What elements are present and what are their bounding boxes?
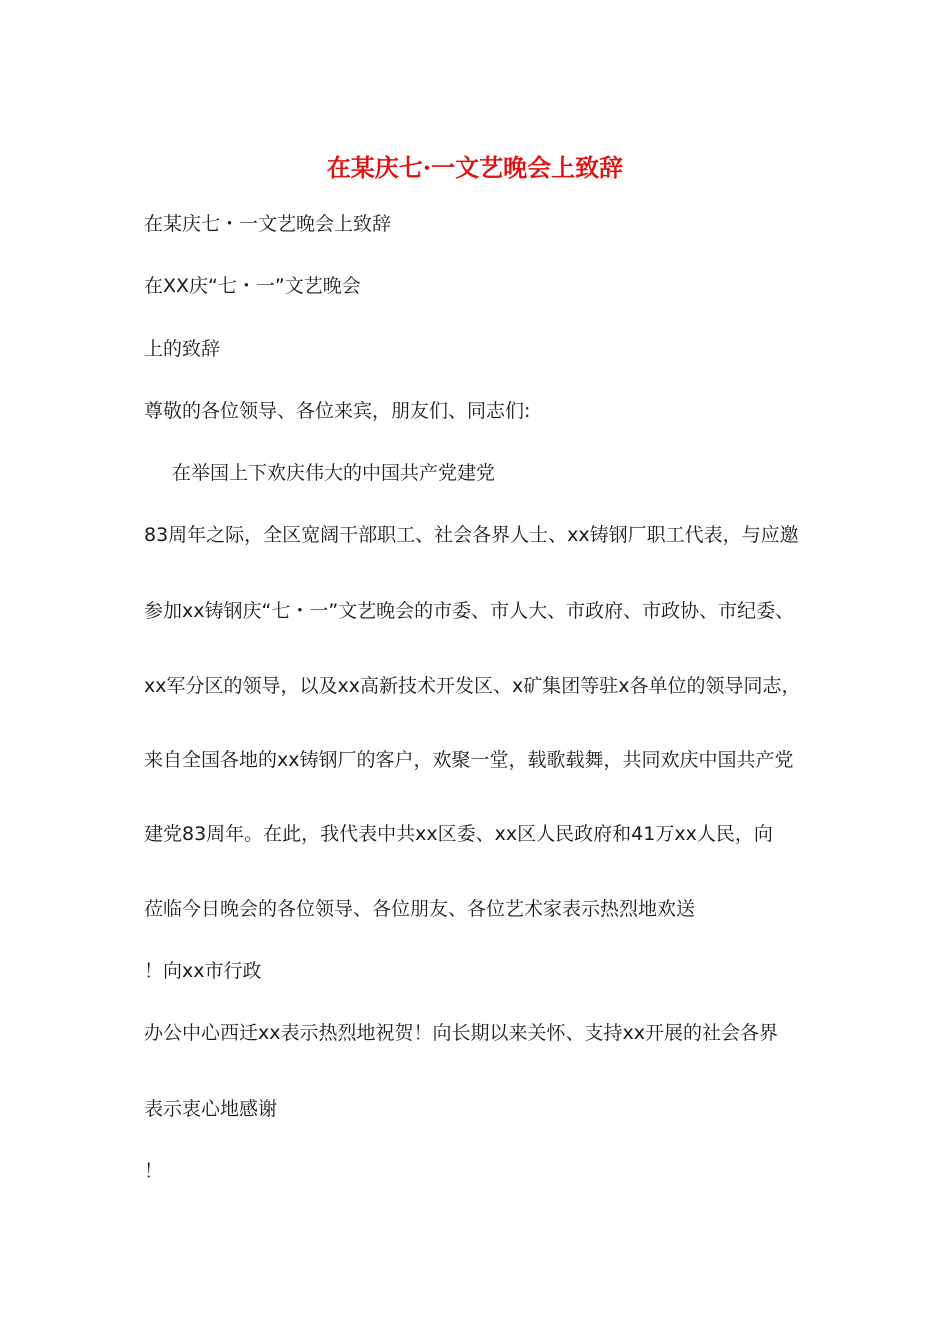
paragraph-line: 莅临今日晚会的各位领导、各位朋友、各位艺术家表示热烈地欢送	[144, 898, 696, 920]
paragraph-line: 参加xx铸钢庆“七・一”文艺晚会的市委、市人大、市政府、市政协、市纪委、	[144, 600, 795, 622]
paragraph-line: 在举国上下欢庆伟大的中国共产党建党	[172, 462, 496, 484]
salutation-line: 尊敬的各位领导、各位来宾，朋友们、同志们:	[144, 400, 531, 422]
paragraph-line: ！向xx市行政	[144, 960, 262, 982]
paragraph-line: 在XX庆“七・一”文艺晚会	[144, 275, 361, 297]
paragraph-line: 来自全国各地的xx铸钢厂的客户，欢聚一堂，载歌载舞，共同欢庆中国共产党	[144, 749, 794, 771]
document-title: 在某庆七·一文艺晚会上致辞	[326, 153, 624, 182]
paragraph-line: 建党83周年。在此，我代表中共xx区委、xx区人民政府和41万xx人民，向	[144, 823, 773, 845]
paragraph-line: 在某庆七・一文艺晚会上致辞	[144, 213, 392, 235]
paragraph-line: ！	[144, 1160, 164, 1182]
paragraph-line: 上的致辞	[144, 338, 221, 360]
paragraph-line: 83周年之际，全区宽阔干部职工、社会各界人士、xx铸钢厂职工代表，与应邀	[144, 524, 799, 546]
paragraph-line: xx军分区的领导，以及xx高新技术开发区、x矿集团等驻x各单位的领导同志，	[144, 675, 801, 697]
paragraph-line: 办公中心西迁xx表示热烈地祝贺！向长期以来关怀、支持xx开展的社会各界	[144, 1022, 778, 1044]
paragraph-line: 表示衷心地感谢	[144, 1098, 278, 1120]
